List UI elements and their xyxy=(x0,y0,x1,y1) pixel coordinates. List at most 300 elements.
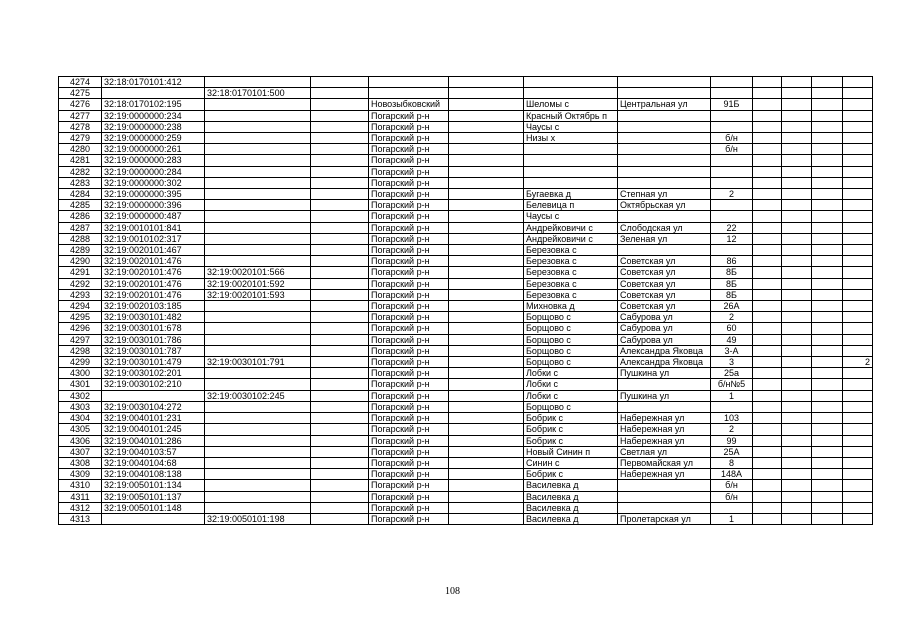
table-cell: Погарский р-н xyxy=(369,200,449,211)
table-cell: 32:18:0170102:195 xyxy=(102,99,205,110)
table-cell xyxy=(205,345,311,356)
table-cell: Василевка д xyxy=(524,491,618,502)
table-cell xyxy=(753,401,782,412)
table-cell: 32:19:0020101:593 xyxy=(205,289,311,300)
table-cell xyxy=(843,222,873,233)
table-row xyxy=(59,233,873,244)
table-cell xyxy=(205,446,311,457)
table-cell: 32:19:0040103:57 xyxy=(102,446,205,457)
table-cell: Борщово с xyxy=(524,334,618,345)
table-cell xyxy=(843,368,873,379)
table-row xyxy=(59,446,873,457)
table-row xyxy=(59,245,873,256)
table-cell: 4281 xyxy=(59,155,102,166)
table-cell: 32:19:0030101:482 xyxy=(102,312,205,323)
table-cell xyxy=(618,379,711,390)
table-cell xyxy=(449,211,524,222)
table-cell: 2 xyxy=(711,189,753,200)
table-row xyxy=(59,211,873,222)
table-cell: 4303 xyxy=(59,401,102,412)
table-cell: 4294 xyxy=(59,301,102,312)
table-cell xyxy=(782,457,812,468)
table-cell xyxy=(782,267,812,278)
table-cell: Бобрик с xyxy=(524,435,618,446)
table-cell: Погарский р-н xyxy=(369,435,449,446)
table-cell: Сабурова ул xyxy=(618,323,711,334)
table-cell: Пушкина ул xyxy=(618,368,711,379)
table-cell xyxy=(843,155,873,166)
table-cell xyxy=(205,121,311,132)
table-cell xyxy=(524,88,618,99)
table-cell xyxy=(618,502,711,513)
table-cell xyxy=(812,435,843,446)
table-cell xyxy=(311,166,369,177)
table-cell xyxy=(812,390,843,401)
table-cell: 4296 xyxy=(59,323,102,334)
table-cell: 4308 xyxy=(59,457,102,468)
table-cell xyxy=(812,491,843,502)
table-cell xyxy=(311,345,369,356)
table-cell: Новозыбковский xyxy=(369,99,449,110)
table-cell xyxy=(843,457,873,468)
table-cell xyxy=(753,312,782,323)
table-cell: 32:19:0000000:234 xyxy=(102,110,205,121)
table-cell: 103 xyxy=(711,413,753,424)
table-cell xyxy=(205,435,311,446)
table-row xyxy=(59,110,873,121)
table-cell xyxy=(782,390,812,401)
table-cell: 32:19:0030101:786 xyxy=(102,334,205,345)
table-cell xyxy=(843,278,873,289)
table-cell xyxy=(782,480,812,491)
table-cell: Бобрик с xyxy=(524,413,618,424)
table-cell xyxy=(812,357,843,368)
table-cell: 4297 xyxy=(59,334,102,345)
table-cell: 148А xyxy=(711,469,753,480)
table-cell xyxy=(843,289,873,300)
table-cell xyxy=(753,435,782,446)
table-cell xyxy=(311,379,369,390)
table-cell xyxy=(843,502,873,513)
table-cell xyxy=(812,513,843,524)
table-cell xyxy=(782,99,812,110)
table-cell: Советская ул xyxy=(618,278,711,289)
table-cell: 32:19:0010102:317 xyxy=(102,233,205,244)
table-cell xyxy=(812,301,843,312)
table-cell xyxy=(753,323,782,334)
table-cell xyxy=(102,390,205,401)
table-cell xyxy=(753,110,782,121)
table-cell: 2 xyxy=(711,312,753,323)
table-cell: 32:19:0050101:148 xyxy=(102,502,205,513)
table-cell xyxy=(843,480,873,491)
table-cell: Пушкина ул xyxy=(618,390,711,401)
table-body xyxy=(59,77,873,525)
table-cell xyxy=(618,245,711,256)
table-cell: 32:19:0040101:286 xyxy=(102,435,205,446)
table-cell: Погарский р-н xyxy=(369,256,449,267)
table-cell xyxy=(449,166,524,177)
table-cell: Набережная ул xyxy=(618,424,711,435)
table-cell xyxy=(524,155,618,166)
table-row xyxy=(59,289,873,300)
table-cell xyxy=(812,334,843,345)
table-cell: 22 xyxy=(711,222,753,233)
table-cell: 4284 xyxy=(59,189,102,200)
table-cell: 4304 xyxy=(59,413,102,424)
table-cell: Сабурова ул xyxy=(618,334,711,345)
table-cell: Советская ул xyxy=(618,267,711,278)
table-cell xyxy=(369,77,449,88)
table-cell: 32:19:0040101:231 xyxy=(102,413,205,424)
table-cell: 4288 xyxy=(59,233,102,244)
table-cell: 32:19:0020101:467 xyxy=(102,245,205,256)
table-cell xyxy=(843,301,873,312)
table-cell xyxy=(753,390,782,401)
table-cell xyxy=(311,457,369,468)
table-cell xyxy=(449,189,524,200)
table-cell xyxy=(782,256,812,267)
table-cell: Василевка д xyxy=(524,480,618,491)
table-cell xyxy=(753,469,782,480)
table-cell: 32:19:0020101:476 xyxy=(102,289,205,300)
table-cell: Советская ул xyxy=(618,301,711,312)
table-cell xyxy=(843,189,873,200)
table-row xyxy=(59,480,873,491)
table-row xyxy=(59,177,873,188)
table-cell: 32:19:0000000:283 xyxy=(102,155,205,166)
table-cell xyxy=(812,233,843,244)
table-row xyxy=(59,457,873,468)
table-cell xyxy=(812,278,843,289)
table-cell xyxy=(618,166,711,177)
table-cell: 32:19:0030101:787 xyxy=(102,345,205,356)
table-cell xyxy=(449,457,524,468)
table-cell xyxy=(843,446,873,457)
table-cell xyxy=(449,177,524,188)
table-cell xyxy=(449,502,524,513)
table-cell: Бобрик с xyxy=(524,424,618,435)
table-cell xyxy=(449,256,524,267)
table-cell xyxy=(618,155,711,166)
table-cell xyxy=(449,469,524,480)
table-cell: 32:19:0020101:566 xyxy=(205,267,311,278)
table-cell: 4309 xyxy=(59,469,102,480)
table-cell: 4293 xyxy=(59,289,102,300)
table-cell xyxy=(843,267,873,278)
table-cell xyxy=(205,401,311,412)
table-cell xyxy=(753,345,782,356)
table-cell: Березовка с xyxy=(524,278,618,289)
table-cell: 4283 xyxy=(59,177,102,188)
table-cell: Советская ул xyxy=(618,256,711,267)
table-cell xyxy=(843,200,873,211)
table-cell xyxy=(449,357,524,368)
table-cell xyxy=(711,121,753,132)
table-cell xyxy=(782,334,812,345)
table-cell: 8Б xyxy=(711,278,753,289)
table-cell: 4292 xyxy=(59,278,102,289)
table-cell xyxy=(205,245,311,256)
table-row xyxy=(59,323,873,334)
table-cell xyxy=(843,144,873,155)
table-cell xyxy=(812,177,843,188)
table-cell: Погарский р-н xyxy=(369,222,449,233)
table-cell xyxy=(812,211,843,222)
table-row xyxy=(59,155,873,166)
table-cell: Погарский р-н xyxy=(369,345,449,356)
table-cell xyxy=(782,323,812,334)
table-cell: Борщово с xyxy=(524,312,618,323)
table-cell: 4290 xyxy=(59,256,102,267)
table-cell: 4299 xyxy=(59,357,102,368)
table-cell xyxy=(311,256,369,267)
table-row xyxy=(59,368,873,379)
table-cell: Погарский р-н xyxy=(369,491,449,502)
table-row xyxy=(59,502,873,513)
table-cell xyxy=(311,267,369,278)
table-cell xyxy=(618,177,711,188)
table-cell: 1 xyxy=(711,513,753,524)
table-cell xyxy=(753,278,782,289)
table-cell xyxy=(782,211,812,222)
table-cell xyxy=(205,200,311,211)
table-cell xyxy=(205,379,311,390)
table-cell xyxy=(311,88,369,99)
table-cell xyxy=(618,77,711,88)
table-cell xyxy=(812,401,843,412)
table-cell xyxy=(753,155,782,166)
table-cell xyxy=(812,88,843,99)
table-cell: Низы х xyxy=(524,133,618,144)
table-row xyxy=(59,379,873,390)
table-cell: б/н xyxy=(711,133,753,144)
table-row xyxy=(59,200,873,211)
table-cell xyxy=(311,323,369,334)
table-row xyxy=(59,469,873,480)
table-cell: Александра Яковца xyxy=(618,357,711,368)
table-row xyxy=(59,390,873,401)
table-cell xyxy=(782,502,812,513)
table-cell xyxy=(812,502,843,513)
table-cell xyxy=(753,446,782,457)
table-cell xyxy=(753,166,782,177)
table-cell xyxy=(843,413,873,424)
table-cell xyxy=(812,289,843,300)
table-cell xyxy=(311,155,369,166)
table-cell xyxy=(449,155,524,166)
table-cell: Лобки с xyxy=(524,368,618,379)
table-cell xyxy=(843,491,873,502)
table-cell: Березовка с xyxy=(524,245,618,256)
table-cell xyxy=(753,222,782,233)
table-cell: 4277 xyxy=(59,110,102,121)
table-cell: 32:19:0040104:68 xyxy=(102,457,205,468)
table-cell xyxy=(753,177,782,188)
table-cell xyxy=(449,413,524,424)
table-cell: 4280 xyxy=(59,144,102,155)
table-cell xyxy=(711,245,753,256)
table-cell xyxy=(782,110,812,121)
table-cell xyxy=(711,502,753,513)
table-cell: 32:19:0030104:272 xyxy=(102,401,205,412)
table-cell xyxy=(843,245,873,256)
table-cell xyxy=(205,502,311,513)
table-cell: Погарский р-н xyxy=(369,379,449,390)
table-cell xyxy=(205,312,311,323)
table-cell xyxy=(782,166,812,177)
table-cell xyxy=(843,88,873,99)
table-cell: Борщово с xyxy=(524,357,618,368)
table-cell: 32:19:0050101:134 xyxy=(102,480,205,491)
table-cell: Погарский р-н xyxy=(369,446,449,457)
table-row xyxy=(59,267,873,278)
table-cell xyxy=(812,77,843,88)
table-cell: Лобки с xyxy=(524,390,618,401)
table-cell xyxy=(524,177,618,188)
table-cell xyxy=(711,155,753,166)
table-cell xyxy=(753,245,782,256)
table-cell: 26А xyxy=(711,301,753,312)
table-cell: 60 xyxy=(711,323,753,334)
table-row xyxy=(59,99,873,110)
table-cell: 4286 xyxy=(59,211,102,222)
table-cell: 4311 xyxy=(59,491,102,502)
table-cell: Борщово с xyxy=(524,323,618,334)
table-cell xyxy=(524,77,618,88)
table-cell: Белевица п xyxy=(524,200,618,211)
table-cell xyxy=(843,401,873,412)
table-cell: Погарский р-н xyxy=(369,289,449,300)
table-cell: 4313 xyxy=(59,513,102,524)
table-cell xyxy=(205,155,311,166)
table-cell: Погарский р-н xyxy=(369,334,449,345)
table-cell xyxy=(753,233,782,244)
table-cell xyxy=(311,133,369,144)
table-cell xyxy=(812,379,843,390)
table-cell xyxy=(753,267,782,278)
table-cell xyxy=(753,502,782,513)
table-cell xyxy=(753,334,782,345)
table-cell: 4310 xyxy=(59,480,102,491)
table-cell xyxy=(205,144,311,155)
table-cell xyxy=(205,256,311,267)
table-cell xyxy=(812,200,843,211)
table-row xyxy=(59,491,873,502)
table-cell xyxy=(449,435,524,446)
table-cell: 32:19:0030101:678 xyxy=(102,323,205,334)
table-cell: 32:19:0030102:245 xyxy=(205,390,311,401)
table-cell xyxy=(753,133,782,144)
table-cell xyxy=(782,245,812,256)
table-cell xyxy=(205,334,311,345)
table-row xyxy=(59,121,873,132)
table-cell: Советская ул xyxy=(618,289,711,300)
table-cell: 32:19:0020101:476 xyxy=(102,278,205,289)
table-cell xyxy=(753,256,782,267)
table-row xyxy=(59,77,873,88)
table-cell xyxy=(711,77,753,88)
table-cell xyxy=(753,77,782,88)
table-cell xyxy=(812,121,843,132)
table-cell xyxy=(782,312,812,323)
table-cell xyxy=(782,424,812,435)
table-cell: Погарский р-н xyxy=(369,155,449,166)
table-cell: 32:19:0000000:238 xyxy=(102,121,205,132)
table-cell: 4300 xyxy=(59,368,102,379)
table-cell: Октябрьская ул xyxy=(618,200,711,211)
table-cell xyxy=(311,222,369,233)
table-cell: 4282 xyxy=(59,166,102,177)
page-number: 108 xyxy=(445,586,460,597)
table-cell: б/н xyxy=(711,480,753,491)
table-cell xyxy=(753,211,782,222)
table-cell xyxy=(782,222,812,233)
table-cell: 99 xyxy=(711,435,753,446)
table-cell: 4305 xyxy=(59,424,102,435)
table-cell xyxy=(812,166,843,177)
table-cell xyxy=(753,189,782,200)
table-row xyxy=(59,301,873,312)
table-cell: Погарский р-н xyxy=(369,177,449,188)
table-cell xyxy=(618,88,711,99)
table-cell xyxy=(311,312,369,323)
table-cell xyxy=(753,457,782,468)
table-cell: Борщово с xyxy=(524,401,618,412)
table-cell xyxy=(618,110,711,121)
table-cell: б/н xyxy=(711,144,753,155)
table-cell xyxy=(843,334,873,345)
table-cell xyxy=(812,446,843,457)
table-cell xyxy=(753,513,782,524)
table-cell xyxy=(782,189,812,200)
table-cell xyxy=(711,110,753,121)
table-row xyxy=(59,278,873,289)
table-cell: Василевка д xyxy=(524,502,618,513)
table-cell: 2 xyxy=(711,424,753,435)
table-cell xyxy=(311,200,369,211)
table-cell: Березовка с xyxy=(524,256,618,267)
table-cell xyxy=(311,289,369,300)
table-cell: 32:19:0040101:245 xyxy=(102,424,205,435)
table-cell xyxy=(753,480,782,491)
table-cell: 91Б xyxy=(711,99,753,110)
table-cell: 32:19:0030101:479 xyxy=(102,357,205,368)
table-cell xyxy=(618,401,711,412)
table-cell xyxy=(618,480,711,491)
table-cell: Березовка с xyxy=(524,289,618,300)
table-cell xyxy=(711,211,753,222)
table-cell: 8Б xyxy=(711,267,753,278)
table-cell xyxy=(311,424,369,435)
table-cell xyxy=(812,469,843,480)
table-row xyxy=(59,424,873,435)
table-cell xyxy=(449,345,524,356)
table-cell xyxy=(782,513,812,524)
table-cell: 4274 xyxy=(59,77,102,88)
table-cell: Погарский р-н xyxy=(369,144,449,155)
table-cell xyxy=(205,469,311,480)
table-cell: 32:19:0030101:791 xyxy=(205,357,311,368)
table-cell xyxy=(449,334,524,345)
table-cell: Синин с xyxy=(524,457,618,468)
table-cell: 8Б xyxy=(711,289,753,300)
table-cell xyxy=(812,222,843,233)
table-cell: 32:19:0000000:487 xyxy=(102,211,205,222)
table-cell: Погарский р-н xyxy=(369,245,449,256)
table-cell: 32:19:0030102:210 xyxy=(102,379,205,390)
table-cell xyxy=(753,99,782,110)
